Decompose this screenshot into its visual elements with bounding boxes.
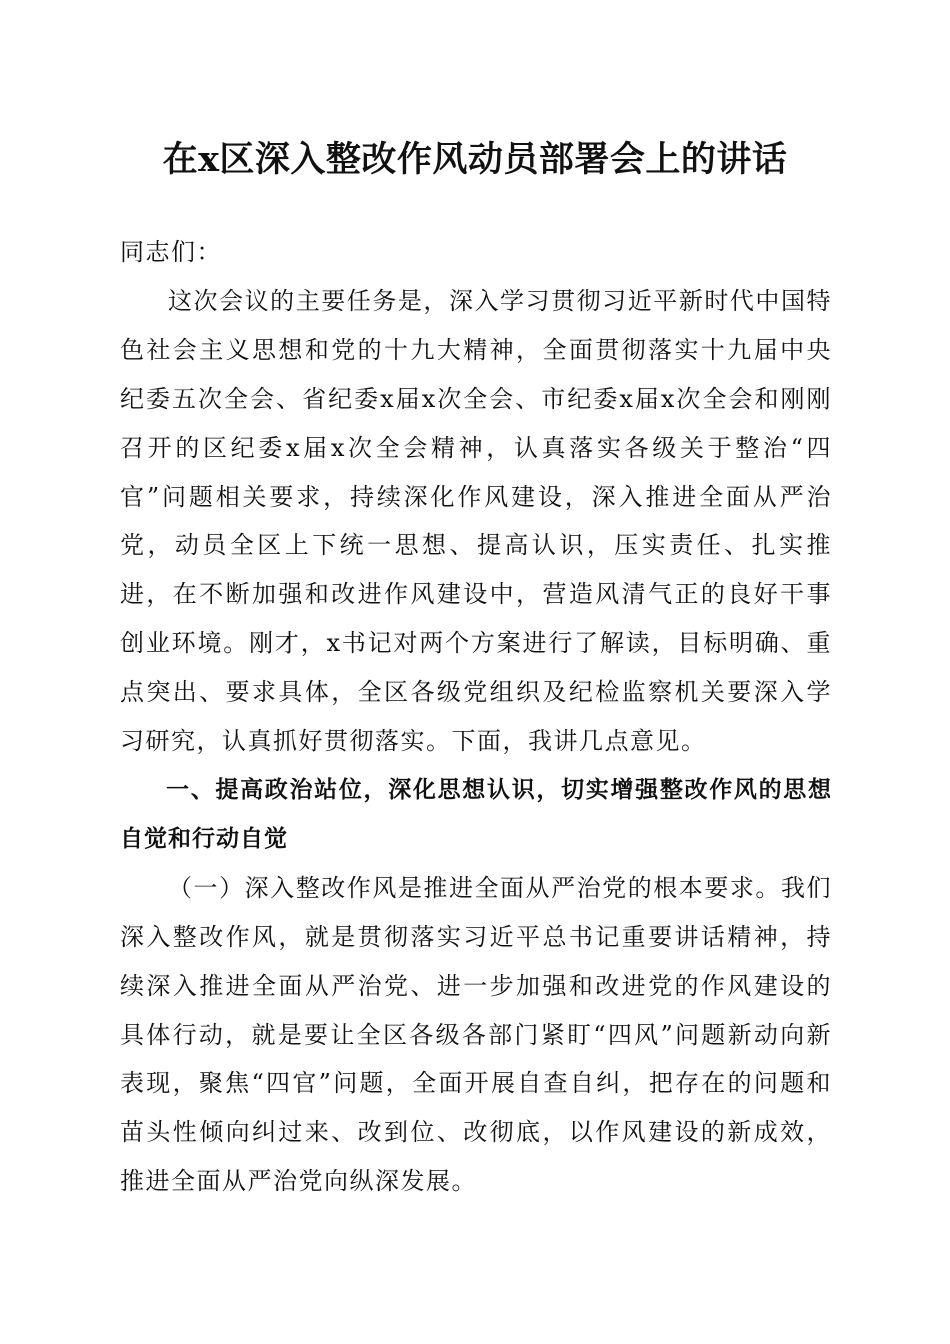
section-one-one-paragraph: （一）深入整改作风是推进全面从严治党的根本要求。我们深入整改作风，就是贯彻落实习近平总书记重要讲话精神，持续深入推进全面从严治党、进一步加强和改进党的作风建设的具体行动，就是要让全区各级各部门紧盯“四风”问题新动向新表现，聚焦“四官”问题，全面开展自查自纠，把存在的问题和苗头性倾向纠过来、改到位、改彻底，以作风建设的新成效，推进全面从严治党向纵深发展。 [120,873,832,1196]
section-heading-one: 一、提高政治站位，深化思想认识，切实增强整改作风的思想自觉和行动自觉 [120,776,832,852]
intro-paragraph: 这次会议的主要任务是，深入学习贯彻习近平新时代中国特色社会主义思想和党的十九大精神，全面贯彻落实十九届中央纪委五次全会、省纪委x届x次全会、市纪委x届x次全会和刚刚召开的区纪委x届x次全会精神，认真落实各级关于整治“四官”问题相关要求，持续深化作风建设，深入推进全面从严治党，动员全区上下统一思想、提高认识，压实责任、扎实推进，在不断加强和改进作风建设中，营造风清气正的良好干事创业环境。刚才，x书记对两个方案进行了解读，目标明确、重点突出、要求具体，全区各级党组织及纪检监察机关要深入学习研究，认真抓好贯彻落实。下面，我讲几点意见。 [120,286,832,756]
salutation: 同志们： [120,238,222,266]
document-body [120,228,832,1206]
document-title: 在x区深入整改作风动员部署会上的讲话 [162,139,788,180]
